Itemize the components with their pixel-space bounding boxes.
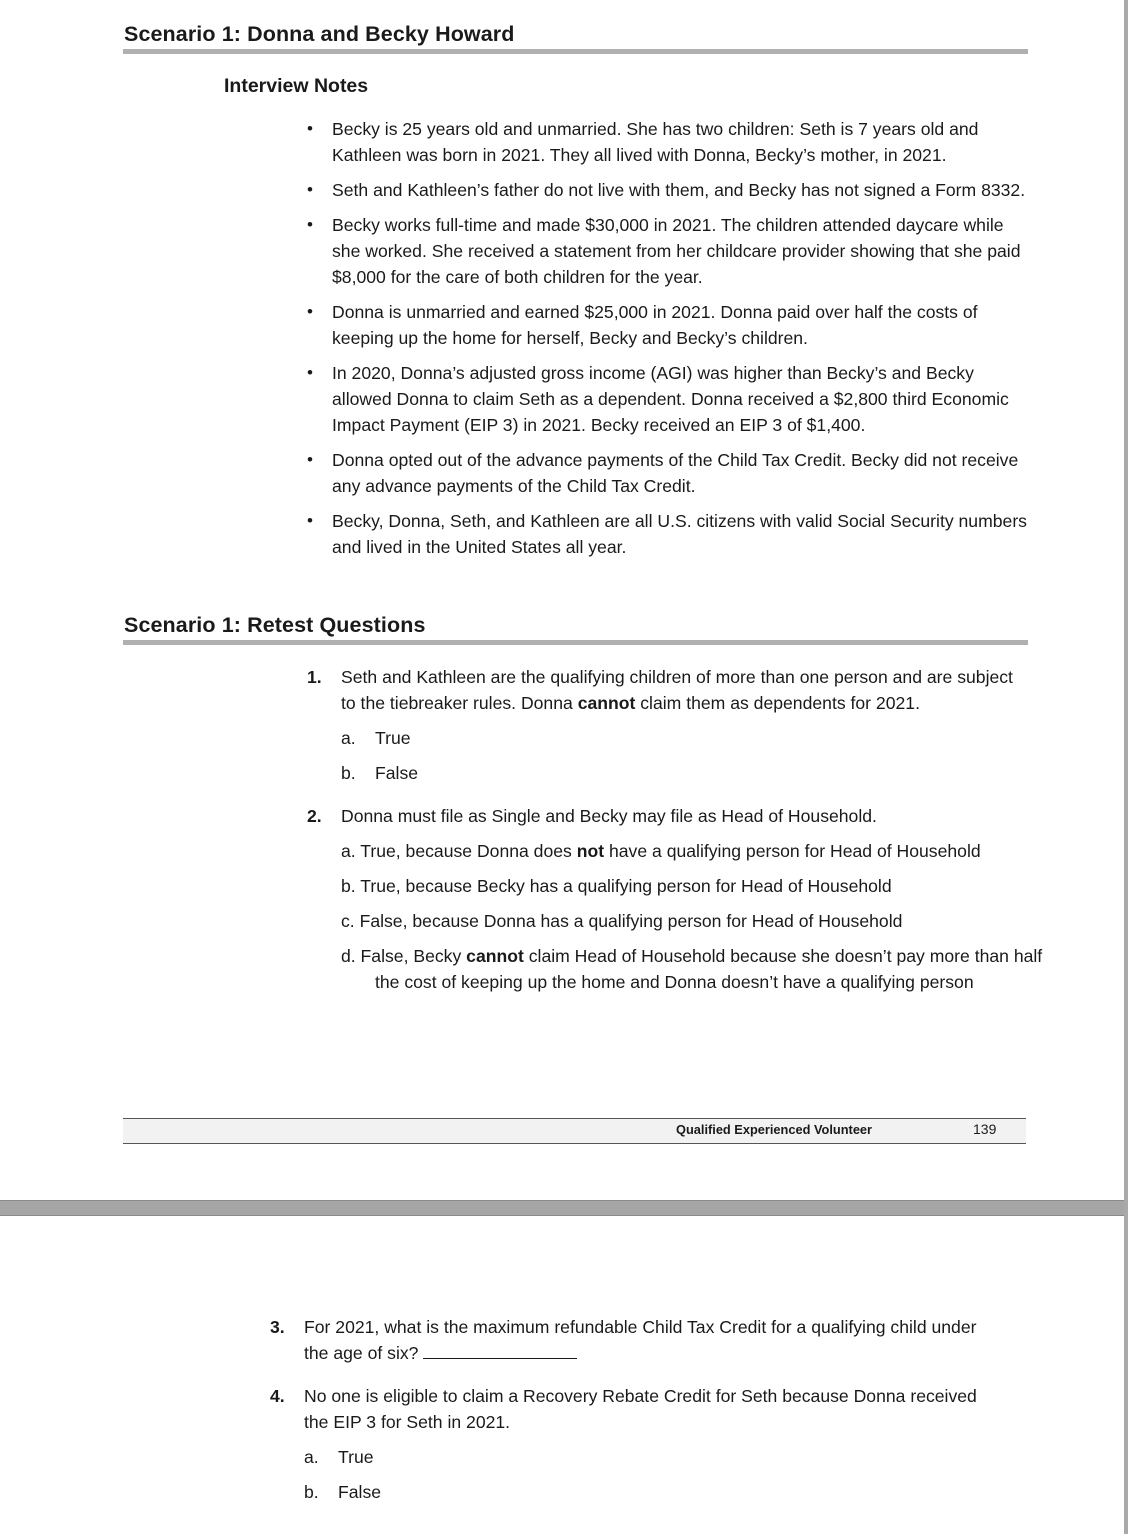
page-number: 139 xyxy=(973,1121,997,1137)
question-number: 3. xyxy=(270,1317,285,1337)
q4-option-b[interactable]: b. False xyxy=(304,1482,382,1502)
answer-blank-line[interactable] xyxy=(423,1342,577,1359)
page-footer xyxy=(123,1118,1026,1144)
bullet-icon: • xyxy=(307,302,313,321)
question-text: No one is eligible to claim a Recovery Rebate Credit for Seth because Donna received the EIP 3 for Seth in 2021. xyxy=(304,1386,977,1432)
scenario-title: Scenario 1: Donna and Becky Howard xyxy=(124,22,515,46)
question-number: 1. xyxy=(307,667,322,687)
section-divider xyxy=(123,49,1028,54)
note-item: • Donna opted out of the advance payments of the Child Tax Credit. Becky did not receive any advance payments of the Child Tax Credit. xyxy=(307,447,1027,499)
q4-option-a[interactable]: a. True xyxy=(304,1447,374,1467)
question-text: Donna must file as Single and Becky may file as Head of Household. xyxy=(341,806,877,826)
section-divider xyxy=(123,640,1028,645)
q1-option-b[interactable]: b. False xyxy=(341,763,419,783)
bullet-icon: • xyxy=(307,119,313,138)
document-page-140 xyxy=(0,1216,1124,1534)
viewer-edge xyxy=(1124,0,1128,1534)
retest-title: Scenario 1: Retest Questions xyxy=(124,613,426,637)
interview-notes-list xyxy=(307,116,1027,569)
note-item: • Seth and Kathleen’s father do not live with them, and Becky has not signed a Form 8332. xyxy=(307,177,1027,203)
note-item: • Becky, Donna, Seth, and Kathleen are all U.S. citizens with valid Social Security numbers and lived in the United States all year. xyxy=(307,508,1027,560)
note-item: • Becky works full-time and made $30,000 in 2021. The children attended daycare while she worked. She received a statement from her childcare provider showing that she paid $8,000 for the care of both children for the year. xyxy=(307,212,1027,290)
q2-option-a[interactable]: a. True, because Donna does not have a qualifying person for Head of Household xyxy=(341,841,981,861)
interview-notes-heading: Interview Notes xyxy=(224,75,369,97)
q1-option-a[interactable]: a. True xyxy=(341,728,411,748)
bullet-icon: • xyxy=(307,450,313,469)
page-separator xyxy=(0,1200,1128,1216)
question-text: For 2021, what is the maximum refundable Child Tax Credit for a qualifying child under the age of six? xyxy=(304,1317,977,1363)
question-number: 2. xyxy=(307,806,322,826)
question-2 xyxy=(307,803,1027,829)
bullet-icon: • xyxy=(307,511,313,530)
bullet-icon: • xyxy=(307,363,313,382)
footer-title: Qualified Experienced Volunteer xyxy=(676,1122,873,1137)
question-4 xyxy=(270,1383,990,1435)
bullet-icon: • xyxy=(307,215,313,234)
note-item: • In 2020, Donna’s adjusted gross income (AGI) was higher than Becky’s and Becky allowed Donna to claim Seth as a dependent. Donna received a $2,800 third Economic Impact Payment (EIP 3) in 2021. Becky received an EIP 3 of $1,400. xyxy=(307,360,1027,438)
question-number: 4. xyxy=(270,1386,285,1406)
q2-option-c[interactable]: c. False, because Donna has a qualifying person for Head of Household xyxy=(341,911,903,931)
question-1 xyxy=(307,664,1027,716)
bullet-icon: • xyxy=(307,180,313,199)
note-item: • Becky is 25 years old and unmarried. She has two children: Seth is 7 years old and Kathleen was born in 2021. They all lived with Donna, Becky’s mother, in 2021. xyxy=(307,116,1027,168)
q2-option-b[interactable]: b. True, because Becky has a qualifying person for Head of Household xyxy=(341,876,892,896)
note-item: • Donna is unmarried and earned $25,000 in 2021. Donna paid over half the costs of keeping up the home for herself, Becky and Becky’s children. xyxy=(307,299,1027,351)
question-text: Seth and Kathleen are the qualifying children of more than one person and are subject to the tiebreaker rules. Donna cannot claim them as dependents for 2021. xyxy=(341,667,1013,713)
q2-option-d[interactable]: d. False, Becky cannot claim Head of Household because she doesn’t pay more than half the cost of keeping up the home and Donna doesn’t have a qualifying person xyxy=(341,946,1043,992)
question-3 xyxy=(270,1314,990,1366)
